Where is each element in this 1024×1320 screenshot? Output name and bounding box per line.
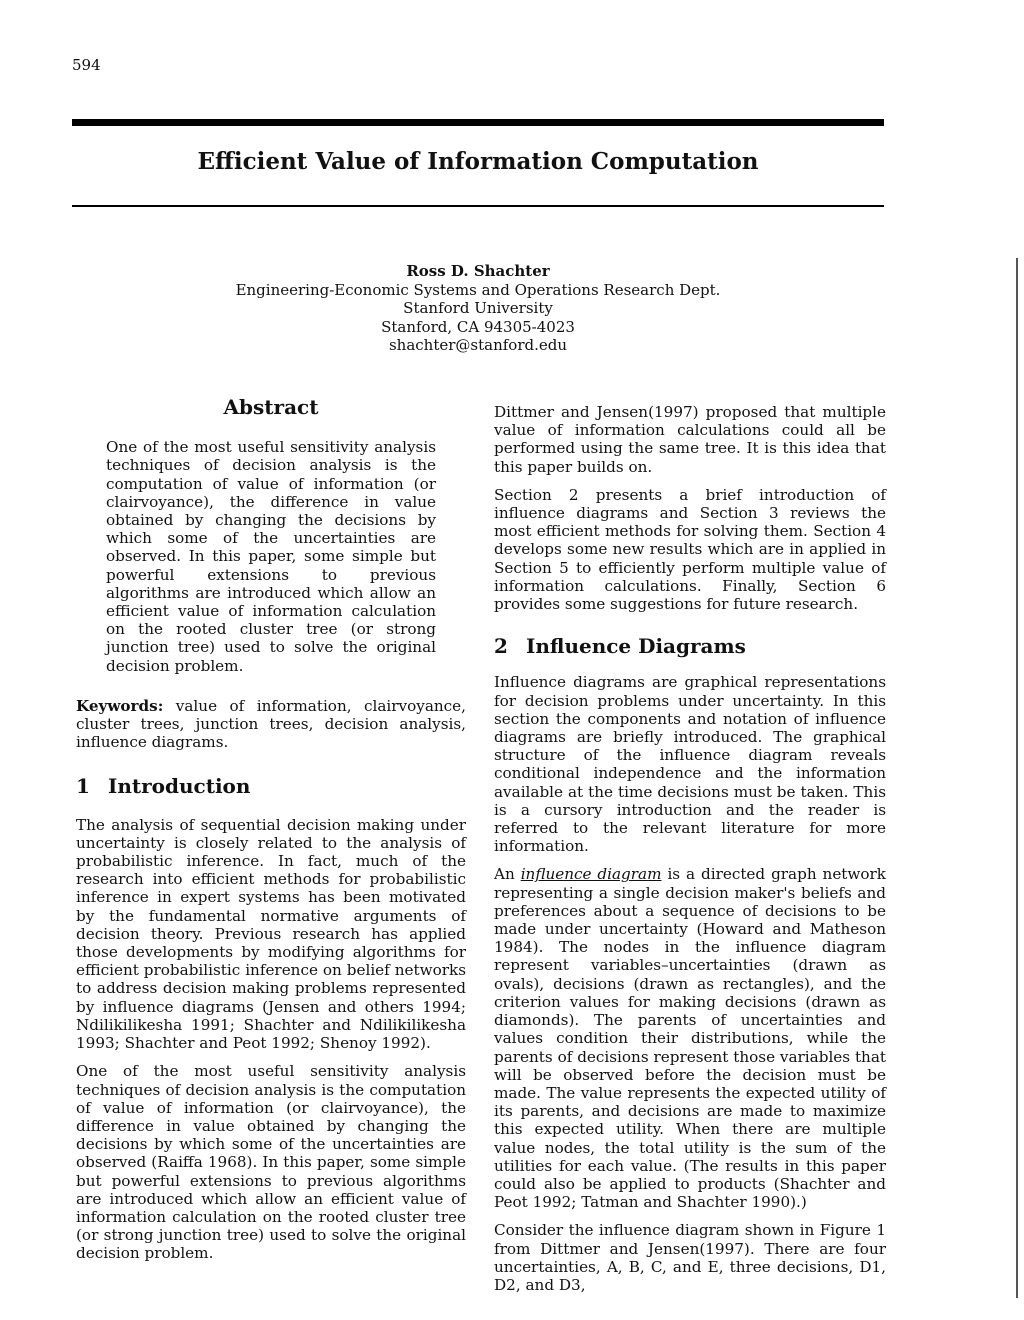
- page-edge-line: [1016, 258, 1018, 1298]
- top-rule: [72, 119, 884, 126]
- right-column: [494, 403, 886, 1294]
- author-dept: Engineering-Economic Systems and Operations Research Dept.: [235, 280, 721, 299]
- abstract-body: [76, 438, 466, 675]
- influence-p2-rest: is a directed graph network representing a single decision maker's beliefs and preferences about a sequence of decisions to be made under uncertainty (Howard and Matheson 1984). The nodes in the influence diagram represent variables–uncertainties (drawn as ovals), decisions (drawn as rectangles), and the criterion values for making decisions (drawn as diamonds). The parents of uncertainties and values condition their distributions, while the parents of decisions represent those variables that will be observed before the decision must be made. The value represents the expected utility of its parents, and decisions are made to maximize this expected utility. When there are multiple value nodes, the total utility is the sum of the utilities for each value. (The results in this paper could also be applied to products (Shachter and Peot 1992; Tatman and Shachter 1990).): [494, 865, 887, 1212]
- intro-paragraph-1: The analysis of sequential decision making under uncertainty is closely related to the analysis of probabilistic inference. In fact, much of the research into efficient methods for probabilistic inference in expert systems has been motivated by the fundamental normative arguments of decision theory. Previous research has applied those developments by modifying algorithms for efficient probabilistic inference on belief networks to address decision making problems represented by influence diagrams (Jensen and others 1994; Ndilikilikesha 1991; Shachter and Ndilikilikesha 1993; Shachter and Peot 1992; Shenoy 1992).: [76, 815, 466, 1053]
- influence-paragraph-2: [494, 865, 886, 1211]
- intro-paragraph-3: Dittmer and Jensen(1997) proposed that multiple value of information calculations could all be performed using the same tree. It is this idea that this paper builds on.: [494, 403, 886, 476]
- page-number: 594: [72, 56, 101, 74]
- author-name: Ross D. Shachter: [406, 262, 550, 280]
- intro-paragraph-2: One of the most useful sensitivity analysis techniques of decision analysis is the computation of value of information (or clairvoyance), the difference in value obtained by changing the decisions by which some of the uncertainties are observed (Raiffa 1968). In this paper, some simple but powerful extensions to previous algorithms are introduced which allow an efficient value of information calculation on the rooted cluster tree (or strong junction tree) used to solve the original decision problem.: [76, 1062, 466, 1263]
- section-2-heading: [494, 634, 886, 659]
- section-1-title: Introduction: [108, 774, 251, 799]
- section-1-heading: [76, 774, 466, 799]
- abstract-heading: Abstract: [223, 395, 319, 419]
- influence-paragraph-3: Consider the influence diagram shown in Figure 1 from Dittmer and Jensen(1997). There are four uncertainties, A, B, C, and E, three decisions, D1, D2, and D3,: [494, 1221, 886, 1294]
- author-address: Stanford, CA 94305-4023: [381, 317, 575, 336]
- abstract-text: One of the most useful sensitivity analysis techniques of decision analysis is the computation of value of information (or clairvoyance), the difference in value obtained by changing the decisions by which some of the uncertainties are observed. In this paper, some simple but powerful extensions to previous algorithms are introduced which allow an efficient value of information calculation on the rooted cluster tree (or strong junction tree) used to solve the original decision problem.: [106, 438, 436, 675]
- author-email: shachter@stanford.edu: [388, 336, 568, 354]
- influence-p2-lead: An: [494, 865, 515, 884]
- section-2-title: Influence Diagrams: [526, 634, 746, 659]
- influence-diagram-term: influence diagram: [520, 865, 662, 884]
- paper-title: Efficient Value of Information Computation: [197, 148, 759, 175]
- author-university: Stanford University: [403, 299, 553, 317]
- section-2-number: 2: [494, 634, 508, 659]
- title-rule: [72, 205, 884, 207]
- keywords-label: Keywords:: [76, 696, 164, 715]
- influence-paragraph-1: Influence diagrams are graphical representations for decision problems under uncertainty. In this section the components and notation of influence diagrams are briefly introduced. The graphical structure of the influence diagram reveals conditional independence and the information available at the time decisions must be taken. This is a cursory introduction and the reader is referred to the relevant literature for more information.: [494, 673, 886, 856]
- intro-paragraph-4: Section 2 presents a brief introduction of influence diagrams and Section 3 reviews the most efficient methods for solving them. Section 4 develops some new results which are in applied in Section 5 to efficiently perform multiple value of information calculations. Finally, Section 6 provides some suggestions for future research.: [494, 485, 886, 614]
- keywords: [76, 697, 466, 752]
- left-column: [76, 395, 466, 1263]
- keywords-text: value of information, clairvoyance, cluster trees, junction trees, decision analysis, influence diagrams.: [76, 696, 466, 752]
- section-1-number: 1: [76, 774, 90, 799]
- author-block: [72, 262, 884, 355]
